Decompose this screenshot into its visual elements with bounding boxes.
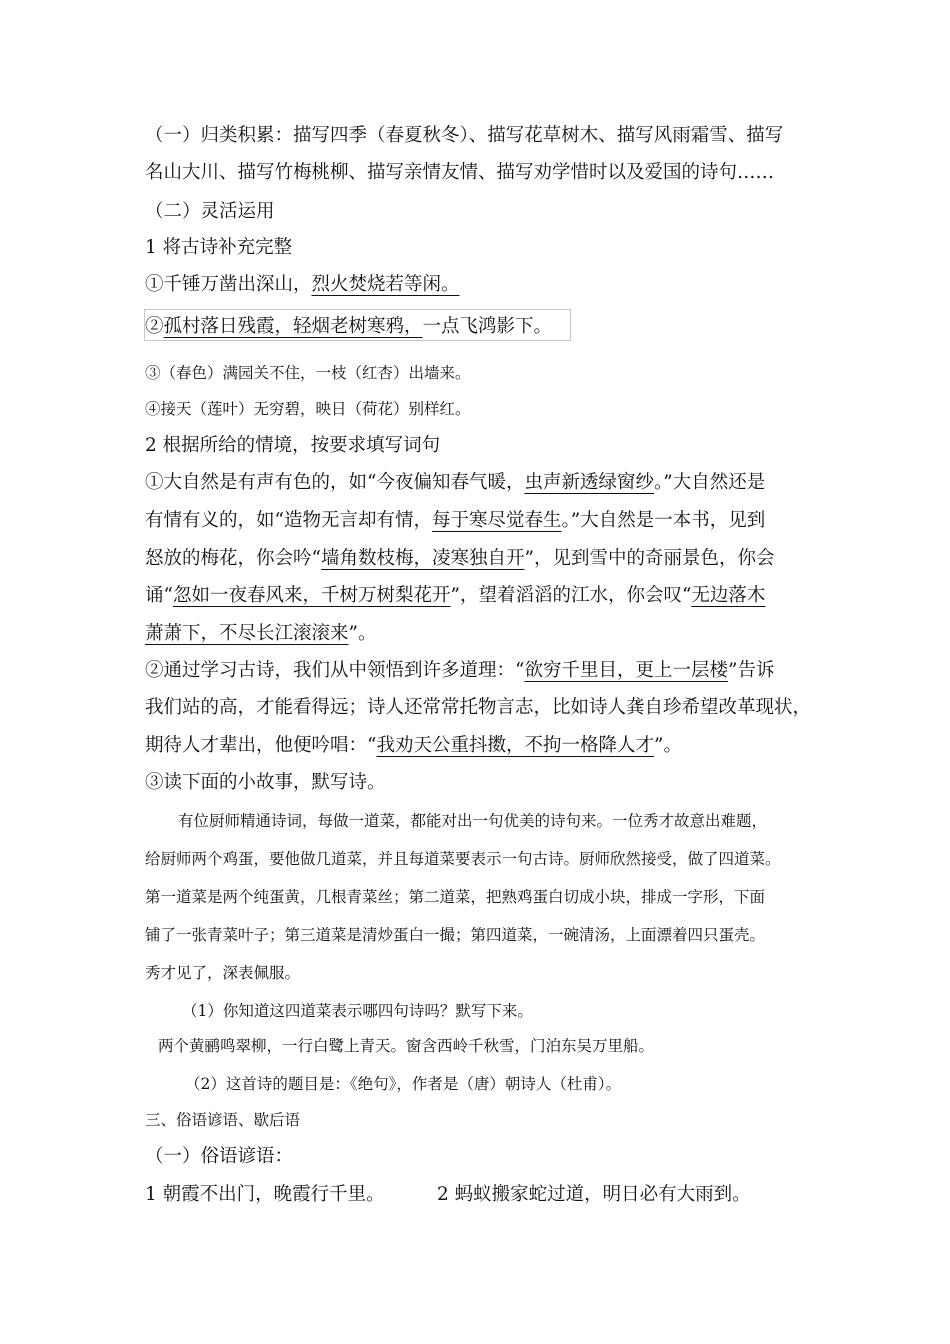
item-2-rest: 一点飞鸿影下。 <box>422 316 553 337</box>
section-three-sub-heading: （一）俗语谚语： <box>145 1146 294 1167</box>
answer: 墙角数枝梅，凌寒独自开 <box>320 548 525 569</box>
answer: 无边落木 <box>691 585 766 606</box>
answer: 每于寒尽觉春生 <box>431 510 562 531</box>
question-1-item-3: ③（春色）满园关不住，一枝（红杏）出墙来。 <box>145 364 471 382</box>
item-1-prefix: ①千锤万凿出深山， <box>145 274 312 295</box>
item-1-answer: 烈火焚烧若等闲。 <box>311 274 460 295</box>
text: 有情有义的，如“造物无言却有情， <box>145 510 432 531</box>
proverb-1: 1 朝霞不出门，晚霞行千里。 <box>145 1184 385 1205</box>
question-1-heading: 1 将古诗补充完整 <box>145 237 293 258</box>
question-1-item-2 <box>145 312 552 338</box>
text: 怒放的梅花，你会吟“ <box>145 548 321 569</box>
answer: 萧萧下，不尽长江滚滚来 <box>145 623 349 644</box>
question-1-item-4: ④接天（莲叶）无穷碧，映日（荷花）别样红。 <box>145 400 471 418</box>
text: 。”大自然是一本书，见到 <box>561 510 766 531</box>
text: 诵“ <box>145 585 173 606</box>
question-1-item-1 <box>145 270 460 296</box>
story-line-1: 有位厨师精通诗词，每做一道菜，都能对出一句优美的诗句来。一位秀才故意出难题， <box>178 812 768 830</box>
text: ”，望着滔滔的江水，你会叹“ <box>450 585 692 606</box>
text: 期待人才辈出，他便吟唱：“ <box>145 735 377 756</box>
q2-paragraph-1-line-4 <box>145 581 765 607</box>
question-2-heading: 2 根据所给的情境，按要求填写词句 <box>145 435 441 456</box>
item-2-answer: 孤村落日残霞，轻烟老树寒鸦， <box>163 316 423 337</box>
answer: 我劝天公重抖擞，不拘一格降人才 <box>376 735 654 756</box>
q2-part-3-heading: ③读下面的小故事，默写诗。 <box>145 772 386 793</box>
story-line-4: 铺了一张青菜叶子；第三道菜是清炒蛋白一撮；第四道菜，一碗清汤，上面漂着四只蛋壳。 <box>145 926 766 944</box>
text: ”，见到雪中的奇丽景色，你会 <box>524 548 775 569</box>
q2-paragraph-1-line-5 <box>145 619 376 645</box>
section-three-heading: 三、俗语谚语、歇后语 <box>145 1111 301 1129</box>
text: ①大自然是有声有色的，如“今夜偏知春气暖， <box>145 472 525 493</box>
story-line-3: 第一道菜是两个纯蛋黄，几根青菜丝；第二道菜，把熟鸡蛋白切成小块，排成一字形，下面 <box>145 888 766 906</box>
q2-paragraph-2-line-2: 我们站的高，才能看得远；诗人还常常托物言志，比如诗人龚自珍希望改革现状， <box>145 697 812 718</box>
item-2-prefix: ② <box>145 316 164 337</box>
text: ”。 <box>348 623 377 644</box>
sub-question-1: （1）你知道这四道菜表示哪四句诗吗？默写下来。 <box>182 1002 533 1020</box>
text: ”告诉 <box>727 660 775 681</box>
sub-question-1-answer: 两个黄鹂鸣翠柳，一行白鹭上青天。窗含西岭千秋雪，门泊东吴万里船。 <box>158 1037 655 1055</box>
answer: 忽如一夜春风来，千树万树梨花开 <box>172 585 451 606</box>
text: ”。 <box>653 735 682 756</box>
proverb-2: 2 蚂蚁搬家蛇过道，明日必有大雨到。 <box>437 1184 751 1205</box>
q2-paragraph-2-line-3 <box>145 731 682 757</box>
section-one-line-1: （一）归类积累：描写四季（春夏秋冬）、描写花草树木、描写风雨霜雪、描写 <box>145 125 784 146</box>
answer: 欲穷千里目，更上一层楼 <box>524 660 728 681</box>
q2-paragraph-1-line-3 <box>145 544 774 570</box>
section-two-heading: （二）灵活运用 <box>145 201 275 222</box>
q2-paragraph-1-line-2 <box>145 506 765 532</box>
text: 。”大自然还是 <box>653 472 766 493</box>
q2-paragraph-1-line-1 <box>145 468 765 494</box>
sub-question-2: （2）这首诗的题目是：《绝句》，作者是（唐）朝诗人（杜甫）。 <box>185 1075 622 1093</box>
answer: 虫声新透绿窗纱 <box>524 472 654 493</box>
q2-paragraph-2-line-1 <box>145 656 774 682</box>
text: ②通过学习古诗，我们从中领悟到许多道理：“ <box>145 660 525 681</box>
story-line-5: 秀才见了，深表佩服。 <box>145 964 301 982</box>
section-one-line-2: 名山大川、描写竹梅桃柳、描写亲情友情、描写劝学惜时以及爱国的诗句…… <box>145 162 775 183</box>
story-line-2: 给厨师两个鸡蛋，要他做几道菜，并且每道菜要表示一句古诗。厨师欣然接受，做了四道菜。 <box>145 850 781 868</box>
